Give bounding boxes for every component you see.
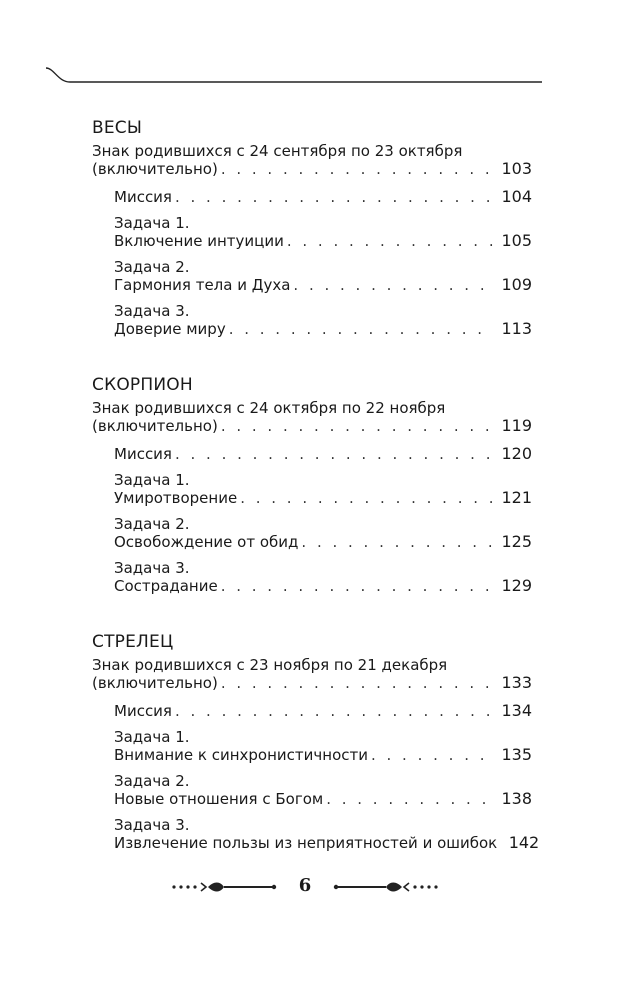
entry-line2: Умиротворение: [114, 489, 238, 507]
entry-line1: Знак родившихся с 24 сентября по 23 октября: [92, 142, 463, 160]
section-title: СТРЕЛЕЦ: [92, 632, 174, 652]
dot-leader: [175, 188, 493, 206]
entry-line2: (включительно): [92, 674, 218, 692]
toc-entry-task-2[interactable]: [114, 515, 532, 551]
toc-entry-task-1[interactable]: [114, 471, 532, 507]
entry-line2: Миссия: [114, 188, 172, 206]
dot-leader: [221, 577, 493, 595]
entry-line2: (включительно): [92, 160, 218, 178]
section-title: ВЕСЫ: [92, 118, 143, 138]
entry-line1: Задача 2.: [114, 515, 190, 533]
toc-entry-intro[interactable]: [92, 656, 532, 692]
dot-leader: [221, 160, 493, 178]
page-number: 138: [501, 789, 532, 808]
page-number: 134: [501, 701, 532, 720]
entry-line1: Задача 1.: [114, 728, 190, 746]
dot-leader: [326, 790, 493, 808]
page-number: 105: [501, 231, 532, 250]
entry-line1: Задача 1.: [114, 214, 190, 232]
toc-entry-intro[interactable]: [92, 399, 532, 435]
toc-entry-mission[interactable]: [114, 188, 532, 206]
entry-line2: Гармония тела и Духа: [114, 276, 291, 294]
toc-entry-task-3[interactable]: [114, 559, 532, 595]
page-footer: [170, 872, 440, 902]
entry-line2: Новые отношения с Богом: [114, 790, 324, 808]
dot-leader: [371, 746, 493, 764]
entry-line1: Знак родившихся с 23 ноября по 21 декабря: [92, 656, 448, 674]
toc-entry-intro[interactable]: [92, 142, 532, 178]
page-number: 135: [501, 745, 532, 764]
entry-line2: Сострадание: [114, 577, 218, 595]
toc-section-vesy: [92, 118, 532, 346]
entry-line2: Извлечение пользы из неприятностей и ошибок: [114, 834, 498, 852]
toc-entry-task-3[interactable]: [114, 302, 532, 338]
dot-leader: [301, 533, 493, 551]
page-number-footer: 6: [298, 875, 312, 896]
page-number: 121: [501, 488, 532, 507]
toc-section-skorpion: [92, 375, 532, 603]
page-number: 129: [501, 576, 532, 595]
entry-line2: Включение интуиции: [114, 232, 284, 250]
entry-line1: Задача 2.: [114, 258, 190, 276]
page-number: 109: [501, 275, 532, 294]
entry-line1: Задача 3.: [114, 816, 190, 834]
toc-entry-mission[interactable]: [114, 445, 532, 463]
dot-leader: [229, 320, 493, 338]
page-number: 119: [501, 416, 532, 435]
entry-line1: Задача 2.: [114, 772, 190, 790]
entry-line1: Задача 1.: [114, 471, 190, 489]
entry-line2: Освобождение от обид: [114, 533, 299, 551]
page-number: 133: [501, 673, 532, 692]
page-number: 104: [501, 187, 532, 206]
footer-ornament-right-icon: [330, 872, 440, 902]
dot-leader: [221, 674, 493, 692]
entry-line2: Миссия: [114, 702, 172, 720]
entry-line2: Доверие миру: [114, 320, 226, 338]
dot-leader: [293, 276, 493, 294]
section-title: СКОРПИОН: [92, 375, 193, 395]
toc-entry-task-1[interactable]: [114, 214, 532, 250]
toc-entry-task-2[interactable]: [114, 258, 532, 294]
page-number: 103: [501, 159, 532, 178]
toc-entry-task-2[interactable]: [114, 772, 532, 808]
page-number: 142: [508, 833, 540, 852]
entry-line2: Миссия: [114, 445, 172, 463]
page-number: 125: [501, 532, 532, 551]
dot-leader: [175, 702, 493, 720]
entry-line2: Внимание к синхронистичности: [114, 746, 368, 764]
dot-leader: [287, 232, 493, 250]
dot-leader: [240, 489, 493, 507]
toc-entry-mission[interactable]: [114, 702, 532, 720]
top-ornament-rule: [44, 62, 544, 92]
dot-leader: [221, 417, 493, 435]
toc-section-strelets: [92, 632, 540, 860]
entry-line1: Знак родившихся с 24 октября по 22 ноября: [92, 399, 446, 417]
toc-entry-task-3[interactable]: [114, 816, 540, 852]
dot-leader: [175, 445, 493, 463]
entry-line1: Задача 3.: [114, 302, 190, 320]
page-number: 120: [501, 444, 532, 463]
entry-line1: Задача 3.: [114, 559, 190, 577]
entry-line2: (включительно): [92, 417, 218, 435]
page-number: 113: [501, 319, 532, 338]
toc-entry-task-1[interactable]: [114, 728, 532, 764]
